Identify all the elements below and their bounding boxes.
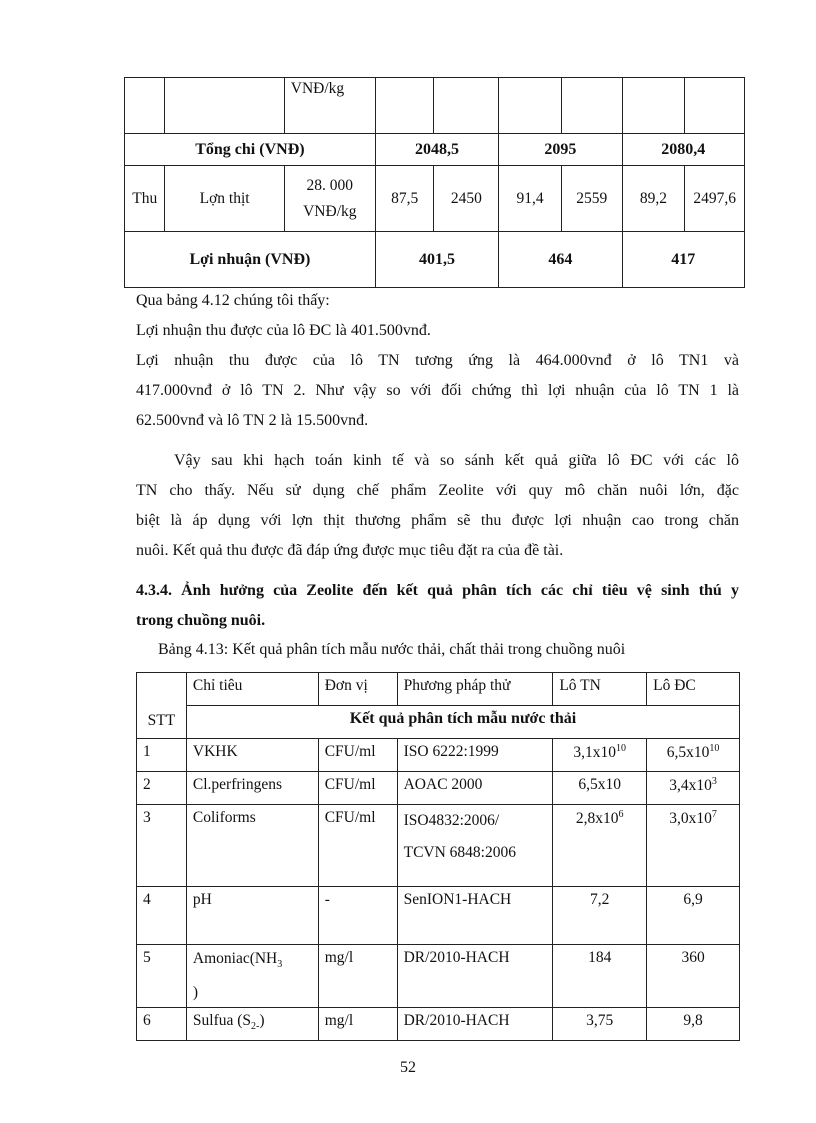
row-phuong-phap: ISO 6222:1999 bbox=[397, 739, 553, 772]
row-phuong-phap: ISO4832:2006/ TCVN 6848:2006 bbox=[397, 805, 553, 887]
table-row bbox=[137, 945, 740, 1008]
header-lo-tn: Lô TN bbox=[553, 673, 647, 706]
row-chi-tieu: Sulfua $(S_{2-})$ bbox=[186, 1008, 318, 1041]
thu-tn2-val: 2497,6 bbox=[685, 166, 745, 232]
thu-item: Lợn thịt bbox=[165, 166, 284, 232]
row-lo-tn: 184 bbox=[553, 945, 647, 1008]
thu-tn1-qty: 91,4 bbox=[499, 166, 562, 232]
thu-price: 28. 000 VNĐ/kg bbox=[284, 166, 375, 232]
thu-dc-val: 2450 bbox=[434, 166, 499, 232]
thu-dc-qty: 87,5 bbox=[375, 166, 434, 232]
table-row bbox=[137, 1008, 740, 1041]
row-stt: 4 bbox=[137, 887, 187, 945]
row-chi-tieu: pH bbox=[186, 887, 318, 945]
table-row bbox=[125, 166, 745, 232]
table-row bbox=[137, 805, 740, 887]
header-phuong-phap: Phương pháp thử bbox=[397, 673, 553, 706]
paragraph-profit-tn: Lợi nhuận thu được của lô TN tương ứng là 464.000vnđ ở lô TN1 và 417.000vnđ ở lô TN 2. Như vậy so với đối chứng thì lợi nhuận của lô TN 1 là 62.500vnđ và lô TN 2 là 15.500vnđ. bbox=[136, 352, 739, 429]
table-4-12 bbox=[124, 77, 745, 288]
row-lo-tn: 7,2 bbox=[553, 887, 647, 945]
loi-nhuan-dc: 401,5 bbox=[375, 232, 498, 288]
table-row bbox=[137, 887, 740, 945]
header-chi-tieu: Chỉ tiêu bbox=[186, 673, 318, 706]
row-phuong-phap: DR/2010-HACH bbox=[397, 945, 553, 1008]
row-don-vi: - bbox=[318, 887, 397, 945]
row-phuong-phap: AOAC 2000 bbox=[397, 772, 553, 805]
row-chi-tieu: Coliforms bbox=[186, 805, 318, 887]
table-row bbox=[137, 739, 740, 772]
row-chi-tieu: VKHK bbox=[186, 739, 318, 772]
loi-nhuan-tn1: 464 bbox=[499, 232, 622, 288]
row-chi-tieu: Cl.perfringens bbox=[186, 772, 318, 805]
table-row bbox=[125, 232, 745, 288]
table-header-row bbox=[137, 673, 740, 706]
row-stt: 1 bbox=[137, 739, 187, 772]
row-phuong-phap: SenION1-HACH bbox=[397, 887, 553, 945]
row-lo-tn: 6,5x10 bbox=[553, 772, 647, 805]
loi-nhuan-tn2: 417 bbox=[622, 232, 744, 288]
loi-nhuan-label: Lợi nhuận (VNĐ) bbox=[125, 232, 376, 288]
section-heading: 4.3.4. Ảnh hưởng của Zeolite đến kết quả phân tích các chỉ tiêu vệ sinh thú y trong chuồng nuôi. bbox=[136, 582, 739, 629]
row-lo-dc: 360 bbox=[647, 945, 740, 1008]
row-don-vi: mg/l bbox=[318, 1008, 397, 1041]
tong-chi-label: Tổng chi (VNĐ) bbox=[125, 134, 376, 166]
row-stt: 6 bbox=[137, 1008, 187, 1041]
header-stt: STT bbox=[137, 673, 187, 739]
row-lo-tn: $2,8x10^6$ bbox=[553, 805, 647, 887]
header-don-vi: Đơn vị bbox=[318, 673, 397, 706]
table-row bbox=[125, 78, 745, 134]
table-caption: Bảng 4.13: Kết quả phân tích mẫu nước thải, chất thải trong chuồng nuôi bbox=[158, 641, 626, 658]
row-chi-tieu: $Amoniac(NH_3$ ) bbox=[186, 945, 318, 1008]
table-section-row bbox=[137, 706, 740, 739]
row-lo-dc: $3,0x10^7$ bbox=[647, 805, 740, 887]
page-number: 52 bbox=[400, 1059, 416, 1076]
row-lo-dc: 9,8 bbox=[647, 1008, 740, 1041]
row-don-vi: CFU/ml bbox=[318, 739, 397, 772]
thu-tn2-qty: 89,2 bbox=[622, 166, 685, 232]
paragraph-profit-dc: Lợi nhuận thu được của lô ĐC là 401.500vnđ. bbox=[136, 322, 431, 339]
row-stt: 5 bbox=[137, 945, 187, 1008]
thu-tn1-val: 2559 bbox=[561, 166, 622, 232]
row-don-vi: CFU/ml bbox=[318, 805, 397, 887]
row-don-vi: mg/l bbox=[318, 945, 397, 1008]
table-row bbox=[137, 772, 740, 805]
paragraph-intro: Qua bảng 4.12 chúng tôi thấy: bbox=[136, 292, 330, 309]
row-lo-dc: 6,9 bbox=[647, 887, 740, 945]
table-row bbox=[125, 134, 745, 166]
row-lo-tn: 3,75 bbox=[553, 1008, 647, 1041]
unit-cell: VNĐ/kg bbox=[284, 78, 375, 134]
row-lo-dc: $6,5x10^{10}$ bbox=[647, 739, 740, 772]
row-stt: 3 bbox=[137, 805, 187, 887]
thu-group: Thu bbox=[125, 166, 165, 232]
table-4-13 bbox=[136, 672, 740, 1041]
paragraph-conclusion: Vậy sau khi hạch toán kinh tế và so sánh kết quả giữa lô ĐC với các lô TN cho thấy. Nếu sử dụng chế phẩm Zeolite với quy mô chăn nuôi lớn, đặc biệt là áp dụng với lợn thịt thương phẩm sẽ thu được lợi nhuận cao trong chăn nuôi. Kết quả thu được đã đáp ứng được mục tiêu đặt ra của đề tài. bbox=[136, 452, 739, 559]
row-stt: 2 bbox=[137, 772, 187, 805]
header-lo-dc: Lô ĐC bbox=[647, 673, 740, 706]
row-phuong-phap: DR/2010-HACH bbox=[397, 1008, 553, 1041]
row-don-vi: CFU/ml bbox=[318, 772, 397, 805]
tong-chi-dc: 2048,5 bbox=[375, 134, 498, 166]
tong-chi-tn1: 2095 bbox=[499, 134, 622, 166]
tong-chi-tn2: 2080,4 bbox=[622, 134, 744, 166]
row-lo-tn: $3,1x10^{10}$ bbox=[553, 739, 647, 772]
row-lo-dc: $3,4x10^3$ bbox=[647, 772, 740, 805]
section-title: Kết quả phân tích mẫu nước thải bbox=[186, 706, 739, 739]
